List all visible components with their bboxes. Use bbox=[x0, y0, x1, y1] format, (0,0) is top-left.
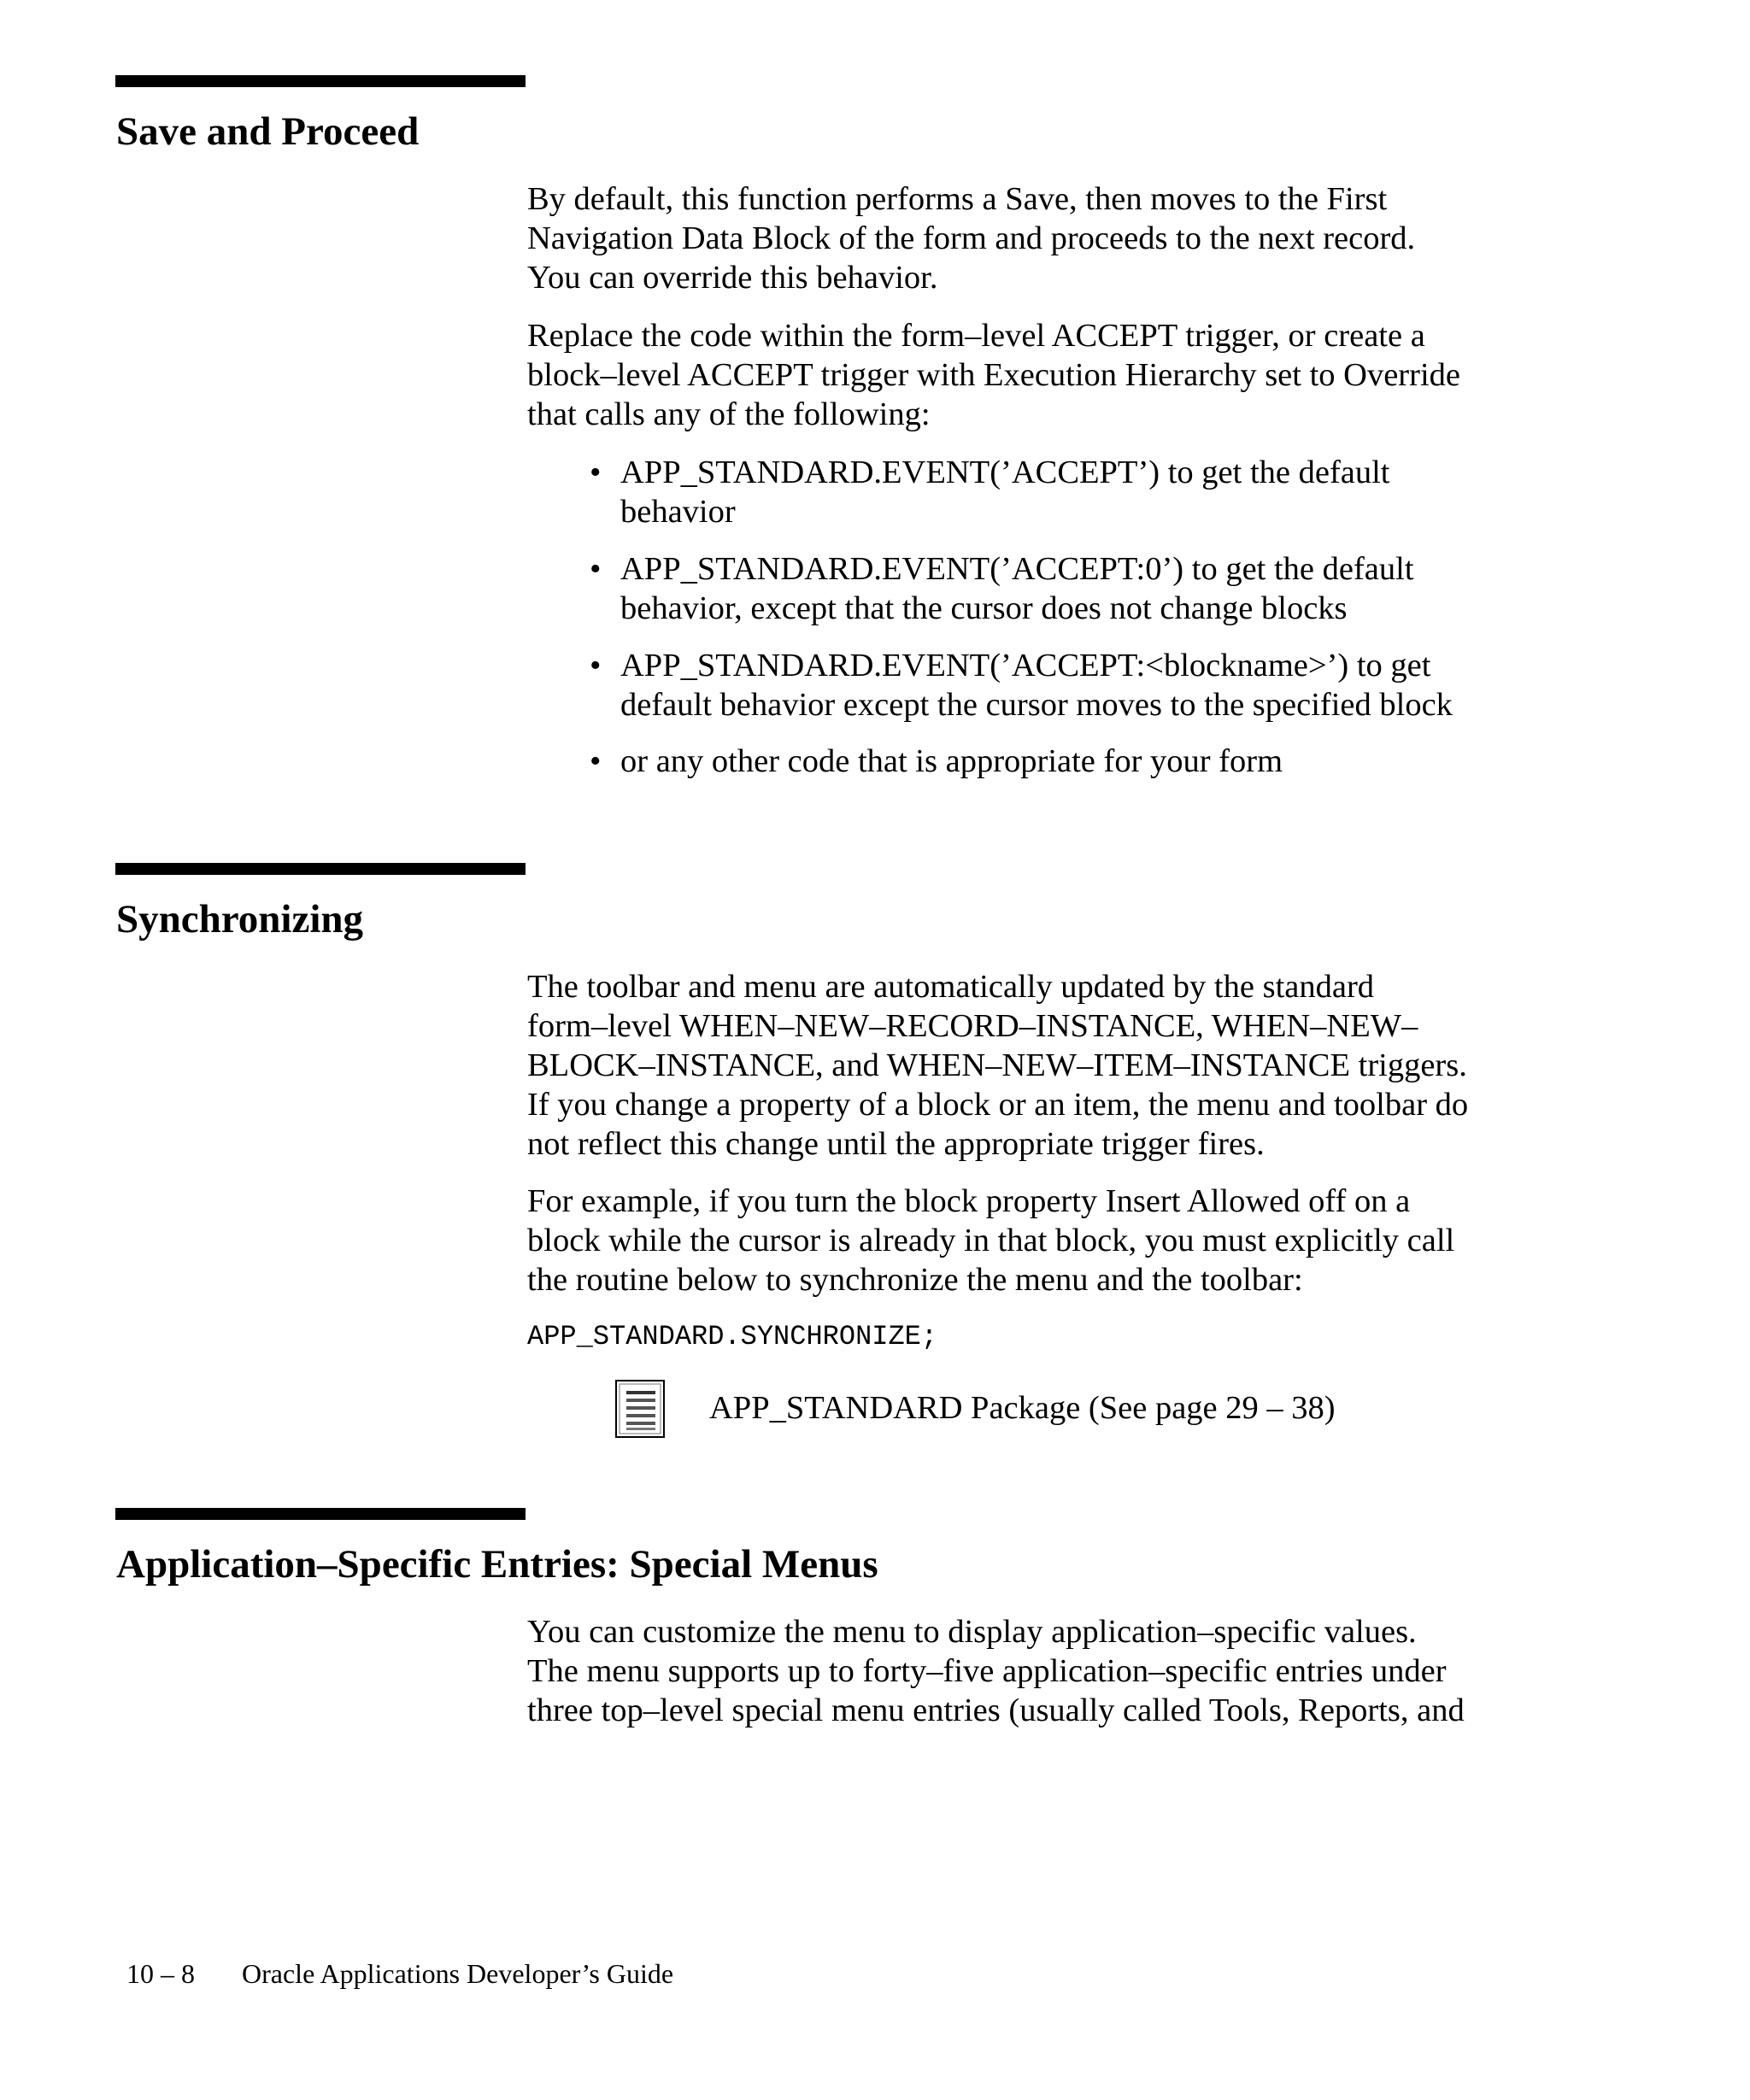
synchronize-code-sample: APP_STANDARD.SYNCHRONIZE; bbox=[527, 1321, 938, 1352]
special-menus-paragraph-1: You can customize the menu to display application–specific values. The menu supports up to forty–five application–specific entries under three top–level special menu entries (usually called Tools, Reports, and bbox=[527, 1614, 1465, 1728]
synchronizing-paragraph-2: For example, if you turn the block property Insert Allowed off on a block while the cursor is already in that block, you must explicitly call the routine below to synchronize the menu and the toolbar: bbox=[527, 1183, 1455, 1298]
list-item-text: APP_STANDARD.EVENT(’ACCEPT:<blockname>’) to get default behavior except the cursor moves to the specified block bbox=[620, 648, 1453, 723]
list-item-text: APP_STANDARD.EVENT(’ACCEPT’) to get the default behavior bbox=[620, 455, 1390, 530]
section-rule-special-menus bbox=[115, 1508, 526, 1520]
bullet-icon: • bbox=[590, 743, 602, 779]
section-rule-synchronizing bbox=[115, 863, 526, 875]
synchronizing-paragraph-1: The toolbar and menu are automatically updated by the standard form–level WHEN–NEW–RECORD–INSTANCE, WHEN–NEW– BLOCK–INSTANCE, and WHEN–NEW–ITEM–INSTANCE triggers. If you change a property of a block or an item, the menu and toolbar do not reflect this change until the appropriate trigger fires. bbox=[527, 969, 1469, 1162]
section-heading-synchronizing: Synchronizing bbox=[116, 897, 364, 941]
section-heading-save-and-proceed: Save and Proceed bbox=[116, 109, 420, 154]
save-proceed-paragraph-2: Replace the code within the form–level ACCEPT trigger, or create a block–level ACCEPT trigger with Execution Hierarchy set to Override that calls any of the following: bbox=[527, 318, 1460, 432]
bullet-icon: • bbox=[590, 551, 602, 587]
list-item-text: or any other code that is appropriate for your form bbox=[620, 743, 1283, 779]
see-also-link-text[interactable]: APP_STANDARD Package (See page 29 – 38) bbox=[709, 1390, 1336, 1426]
save-proceed-paragraph-1: By default, this function performs a Save, then moves to the First Navigation Data Block of the form and proceeds to the next record. You can override this behavior. bbox=[527, 181, 1416, 296]
book-title: Oracle Applications Developer’s Guide bbox=[242, 1958, 674, 1989]
document-icon bbox=[615, 1380, 667, 1440]
bullet-icon: • bbox=[590, 648, 602, 683]
list-item-text: APP_STANDARD.EVENT(’ACCEPT:0’) to get the default behavior, except that the cursor does not change blocks bbox=[620, 551, 1414, 626]
bullet-icon: • bbox=[590, 455, 602, 490]
section-heading-special-menus: Application–Specific Entries: Special Menus bbox=[116, 1542, 878, 1587]
section-rule-save-and-proceed bbox=[115, 75, 526, 87]
page-number: 10 – 8 bbox=[126, 1958, 195, 1989]
see-also-link[interactable] bbox=[615, 1380, 1470, 1441]
